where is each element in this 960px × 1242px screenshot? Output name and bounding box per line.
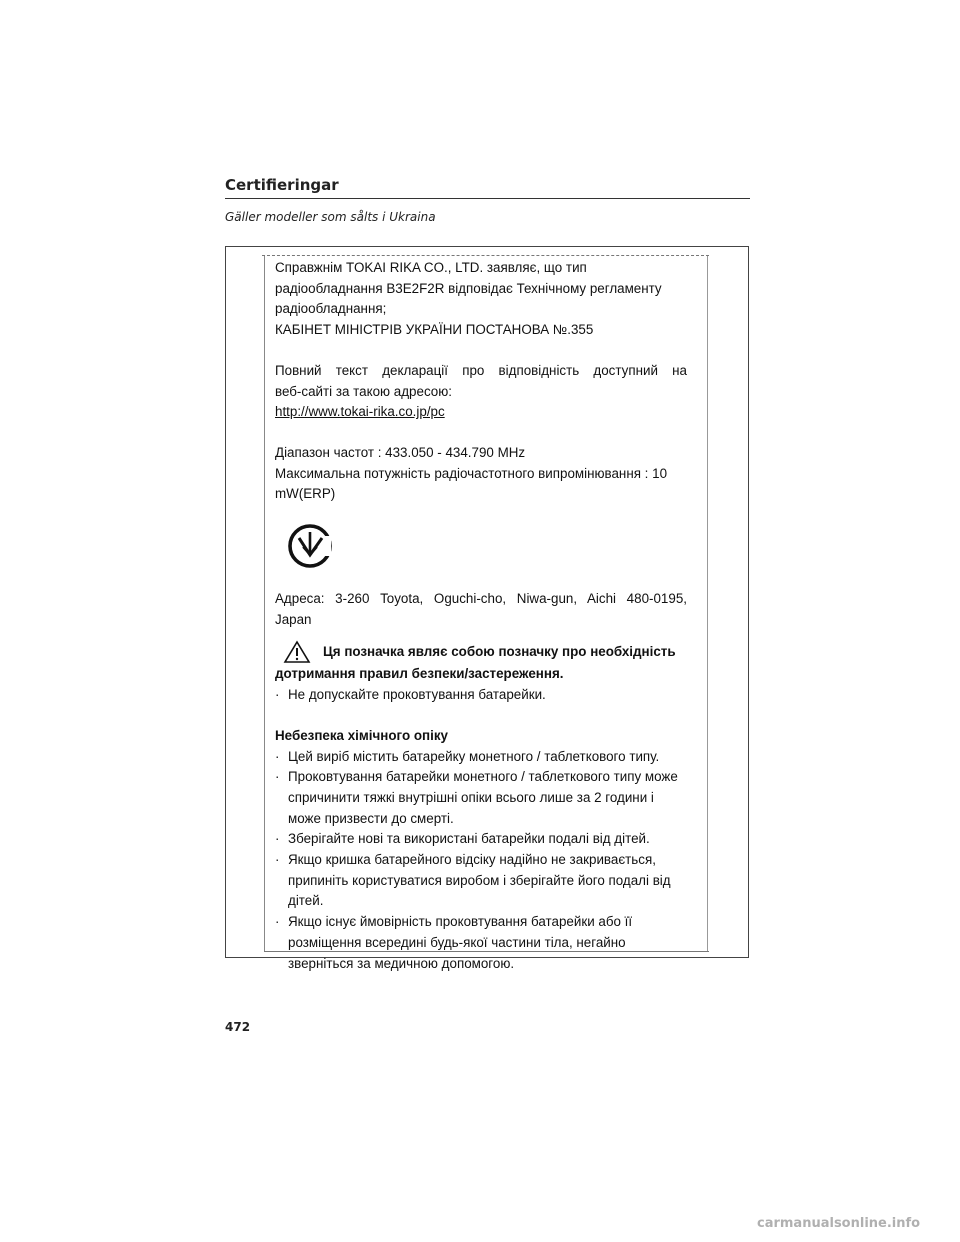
hazard-bullet: · Якщо існує ймовірність проковтування батарейки або її — [275, 914, 633, 930]
address-line: Адреса: 3-260 Toyota, Oguchi-cho, Niwa-gun, Aichi 480-0195, — [275, 591, 687, 607]
frequency-range: Діапазон частот : 433.050 - 434.790 MHz — [275, 444, 526, 460]
scan-border-left — [264, 256, 265, 951]
scan-border-right — [707, 256, 708, 951]
intro-line: КАБІНЕТ МІНІСТРІВ УКРАЇНИ ПОСТАНОВА №.355 — [275, 322, 594, 338]
hazard-bullet-continuation: зверніться за медичною допомогою. — [288, 955, 515, 971]
hazard-bullet-continuation: може призвести до смерті. — [288, 810, 454, 826]
page-number: 472 — [225, 1020, 251, 1034]
watermark: carmanualsonline.info — [757, 1216, 921, 1231]
full-text-line: Повний текст декларації про відповідність доступний на — [275, 362, 687, 378]
certification-mark — [275, 513, 687, 579]
power-line: mW(ERP) — [275, 486, 336, 502]
full-text-line: веб-сайті за такою адресою: — [275, 383, 453, 399]
declaration-url-link[interactable]: http://www.tokai-rika.co.jp/pc — [275, 404, 445, 420]
scan-border-top — [262, 255, 709, 256]
intro-line: радіообладнання; — [275, 301, 387, 317]
hazard-bullet-continuation: дітей. — [288, 893, 324, 909]
warning-triangle-icon — [283, 640, 311, 664]
page-subtitle: Gäller modeller som sålts i Ukraina — [225, 210, 436, 224]
declaration-content — [275, 258, 687, 974]
warning-bullet: · Не допускайте проковтування батарейки. — [275, 687, 546, 703]
hazard-bullet: · Зберігайте нові та використані батарейки подалі від дітей. — [275, 831, 650, 847]
page-header — [225, 176, 750, 199]
intro-line: Справжнім TOKAI RIKA CO., LTD. заявляє, що тип — [275, 260, 587, 275]
warning-line: дотримання правил безпеки/застереження. — [275, 666, 564, 682]
address-line: Japan — [275, 611, 312, 627]
power-line: Максимальна потужність радіочастотного випромінювання : 10 — [275, 465, 668, 481]
hazard-bullet: · Проковтування батарейки монетного / таблеткового типу може — [275, 769, 678, 785]
hazard-bullet-continuation: розміщення всередині будь-якої частини тіла, негайно — [288, 934, 626, 950]
hazard-bullet: · Якщо кришка батарейного відсіку надійно не закривається, — [275, 852, 656, 868]
hazard-title: Небезпека хімічного опіку — [275, 727, 448, 743]
intro-line: радіообладнання B3E2F2R відповідає Технічному регламенту — [275, 280, 662, 296]
warning-row — [275, 640, 687, 664]
hazard-bullet: · Цей виріб містить батарейку монетного / таблеткового типу. — [275, 748, 660, 764]
ukraine-conformity-mark-icon — [287, 523, 333, 569]
warning-line: Ця позначка являє собою позначку про необхідність — [323, 644, 676, 660]
hazard-bullet-continuation: припиніть користуватися виробом і зберігайте його подалі від — [288, 872, 671, 888]
hazard-bullet-continuation: спричинити тяжкі внутрішні опіки всього лише за 2 години і — [288, 789, 654, 805]
section-title: Certifieringar — [225, 176, 339, 194]
